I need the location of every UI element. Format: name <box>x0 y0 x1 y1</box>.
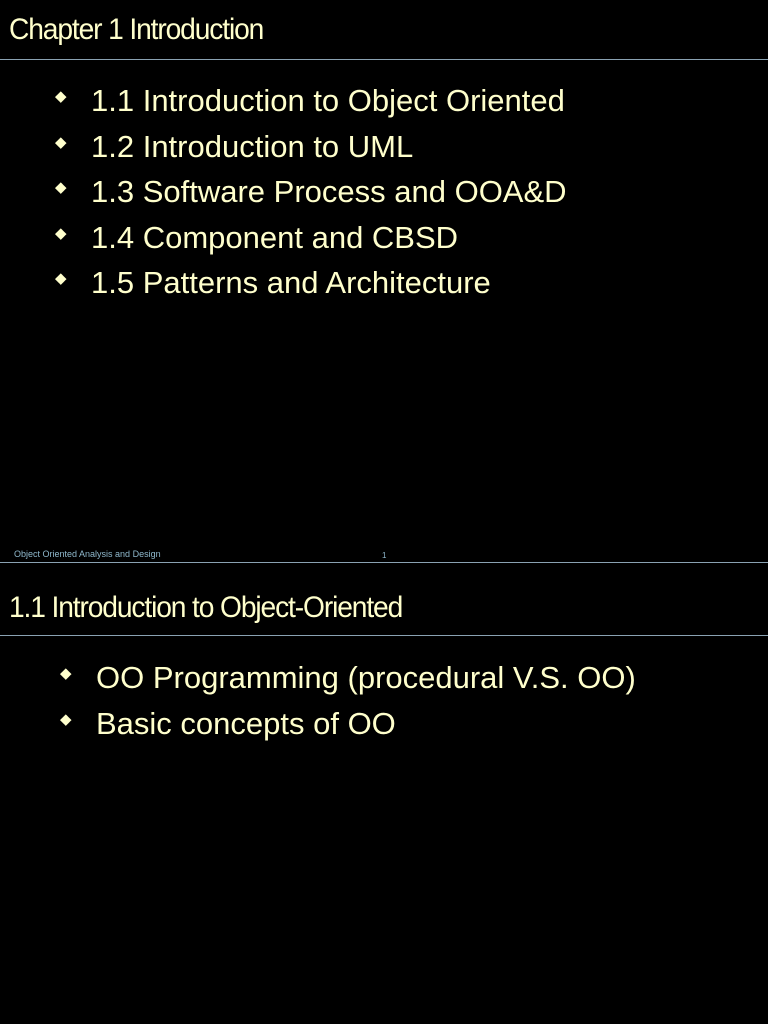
diamond-bullet-icon: ◆ <box>55 179 67 197</box>
list-item <box>54 124 567 170</box>
list-item <box>54 260 567 306</box>
bullet-list <box>59 655 636 746</box>
diamond-bullet-icon: ◆ <box>55 270 67 288</box>
footer-page-number: 1 <box>382 551 387 560</box>
slide-title: Chapter 1 Introduction <box>9 13 264 46</box>
list-item <box>59 701 636 747</box>
diamond-bullet-icon: ◆ <box>55 133 67 151</box>
list-item <box>54 78 567 124</box>
list-item <box>54 215 567 261</box>
bullet-text: 1.4 Component and CBSD <box>91 219 459 255</box>
bullet-text: 1.2 Introduction to UML <box>91 128 414 164</box>
bullet-text: 1.1 Introduction to Object Oriented <box>91 83 565 119</box>
bullet-text: Basic concepts of OO <box>96 705 396 741</box>
slide-title: 1.1 Introduction to Object-Oriented <box>9 591 403 624</box>
diamond-bullet-icon: ◆ <box>60 665 72 683</box>
bullet-list <box>54 78 567 306</box>
list-item <box>54 169 567 215</box>
footer-course-name: Object Oriented Analysis and Design <box>14 549 161 559</box>
bullet-text: OO Programming (procedural V.S. OO) <box>96 660 636 696</box>
bullet-text: 1.5 Patterns and Architecture <box>91 265 491 301</box>
diamond-bullet-icon: ◆ <box>55 224 67 242</box>
title-divider <box>0 635 768 636</box>
bullet-text: 1.3 Software Process and OOA&D <box>91 174 567 210</box>
list-item <box>59 655 636 701</box>
diamond-bullet-icon: ◆ <box>60 710 72 728</box>
diamond-bullet-icon: ◆ <box>55 88 67 106</box>
title-divider <box>0 59 768 60</box>
slide-2 <box>0 563 768 1024</box>
